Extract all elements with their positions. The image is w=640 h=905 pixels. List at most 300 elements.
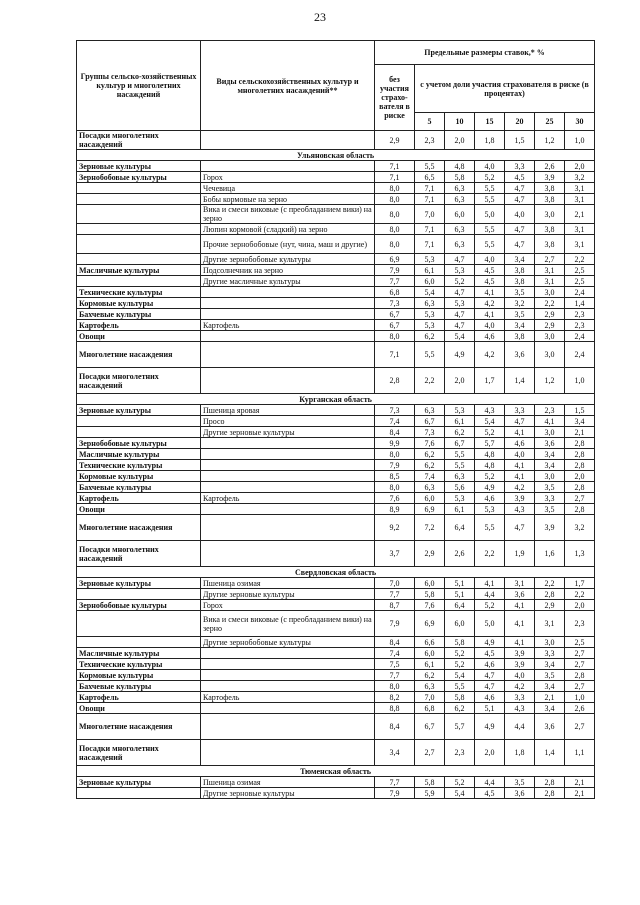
crop-kind-cell — [201, 541, 375, 567]
rate-cell: 5,2 — [475, 471, 505, 482]
rate-cell: 5,1 — [445, 578, 475, 589]
rate-no-participation-cell: 8,0 — [375, 235, 415, 254]
rate-cell: 5,6 — [445, 482, 475, 493]
crop-group-cell: Зернобобовые культуры — [77, 172, 201, 183]
rate-cell: 4,6 — [475, 331, 505, 342]
header-percent: 10 — [445, 113, 475, 131]
rate-cell: 4,4 — [505, 714, 535, 740]
rate-cell: 1,6 — [535, 541, 565, 567]
rate-cell: 2,2 — [565, 254, 595, 265]
rate-no-participation-cell: 7,3 — [375, 298, 415, 309]
crop-kind-cell: Бобы кормовые на зерно — [201, 194, 375, 205]
region-title: Тюменская область — [77, 766, 595, 777]
rate-cell: 5,3 — [445, 493, 475, 504]
rate-cell: 4,7 — [445, 320, 475, 331]
rate-cell: 1,0 — [565, 131, 595, 150]
crop-kind-cell: Другие зернобобовые культуры — [201, 254, 375, 265]
rate-no-participation-cell: 6,8 — [375, 287, 415, 298]
crop-group-cell: Бахчевые культуры — [77, 681, 201, 692]
rate-cell: 4,1 — [505, 611, 535, 637]
rate-cell: 5,5 — [445, 681, 475, 692]
region-title: Ульяновская область — [77, 150, 595, 161]
rate-cell: 7,3 — [415, 427, 445, 438]
rate-cell: 4,9 — [475, 637, 505, 648]
crop-kind-cell: Чечевица — [201, 183, 375, 194]
table-row — [77, 589, 595, 600]
crop-kind-cell: Картофель — [201, 493, 375, 504]
rate-cell: 2,1 — [565, 427, 595, 438]
rate-cell: 7,1 — [415, 224, 445, 235]
rate-cell: 3,4 — [565, 416, 595, 427]
rate-cell: 3,0 — [535, 331, 565, 342]
rate-cell: 2,7 — [565, 714, 595, 740]
rate-cell: 4,5 — [475, 265, 505, 276]
rate-cell: 5,3 — [415, 254, 445, 265]
rate-cell: 3,1 — [535, 611, 565, 637]
crop-group-cell — [77, 416, 201, 427]
table-row — [77, 342, 595, 368]
rate-cell: 3,5 — [505, 777, 535, 788]
crop-group-cell: Кормовые культуры — [77, 298, 201, 309]
rate-cell: 2,8 — [565, 482, 595, 493]
rate-cell: 2,9 — [535, 600, 565, 611]
rate-cell: 5,3 — [475, 504, 505, 515]
crop-kind-cell — [201, 648, 375, 659]
rate-cell: 5,2 — [445, 659, 475, 670]
crop-kind-cell — [201, 504, 375, 515]
table-row — [77, 265, 595, 276]
rate-cell: 2,3 — [565, 611, 595, 637]
rate-cell: 5,2 — [445, 276, 475, 287]
rate-cell: 2,6 — [445, 541, 475, 567]
rate-cell: 2,4 — [565, 331, 595, 342]
rate-cell: 1,7 — [475, 368, 505, 394]
rate-no-participation-cell: 7,7 — [375, 276, 415, 287]
rate-cell: 3,8 — [505, 265, 535, 276]
crop-kind-cell — [201, 298, 375, 309]
table-row — [77, 276, 595, 287]
crop-group-cell: Многолетние насаждения — [77, 342, 201, 368]
rate-cell: 3,5 — [505, 287, 535, 298]
rate-cell: 3,8 — [535, 224, 565, 235]
rate-cell: 3,3 — [505, 692, 535, 703]
rate-cell: 6,3 — [445, 224, 475, 235]
rate-cell: 6,7 — [445, 438, 475, 449]
rate-no-participation-cell: 6,7 — [375, 320, 415, 331]
rate-no-participation-cell: 8,0 — [375, 449, 415, 460]
rate-cell: 4,7 — [445, 309, 475, 320]
crop-group-cell — [77, 235, 201, 254]
table-row — [77, 600, 595, 611]
crop-group-cell — [77, 589, 201, 600]
rate-cell: 2,7 — [565, 681, 595, 692]
rate-cell: 5,3 — [415, 309, 445, 320]
rate-no-participation-cell: 7,0 — [375, 578, 415, 589]
rate-cell: 2,2 — [475, 541, 505, 567]
rate-cell: 4,7 — [505, 235, 535, 254]
table-row — [77, 194, 595, 205]
rate-cell: 4,1 — [505, 471, 535, 482]
crop-group-cell: Зерновые культуры — [77, 161, 201, 172]
crop-kind-cell — [201, 482, 375, 493]
crop-group-cell: Посадки многолетних насаждений — [77, 131, 201, 150]
table-row — [77, 449, 595, 460]
table-row — [77, 172, 595, 183]
crop-kind-cell — [201, 681, 375, 692]
rate-cell: 4,0 — [475, 254, 505, 265]
table-row — [77, 788, 595, 799]
crop-group-cell: Картофель — [77, 320, 201, 331]
rate-no-participation-cell: 7,5 — [375, 659, 415, 670]
rate-no-participation-cell: 7,4 — [375, 416, 415, 427]
table-row — [77, 692, 595, 703]
rate-cell: 3,1 — [535, 276, 565, 287]
rate-cell: 5,1 — [475, 703, 505, 714]
header-percent: 5 — [415, 113, 445, 131]
rate-cell: 5,4 — [445, 788, 475, 799]
rate-cell: 2,0 — [445, 131, 475, 150]
rate-cell: 3,6 — [535, 438, 565, 449]
rate-cell: 4,8 — [445, 161, 475, 172]
rate-cell: 1,7 — [565, 578, 595, 589]
rate-cell: 6,0 — [445, 611, 475, 637]
crop-group-cell: Картофель — [77, 493, 201, 504]
header-percent: 30 — [565, 113, 595, 131]
table-row — [77, 254, 595, 265]
rate-cell: 2,2 — [535, 578, 565, 589]
crop-kind-cell: Вика и смеси виковые (с преобладанием вики) на зерно — [201, 205, 375, 224]
rate-cell: 3,4 — [535, 449, 565, 460]
rate-cell: 6,0 — [415, 578, 445, 589]
table-row — [77, 611, 595, 637]
rate-cell: 3,3 — [535, 493, 565, 504]
rate-cell: 6,7 — [415, 714, 445, 740]
rate-cell: 1,0 — [565, 368, 595, 394]
table-row — [77, 578, 595, 589]
rate-no-participation-cell: 7,4 — [375, 648, 415, 659]
rate-cell: 3,4 — [535, 681, 565, 692]
region-title: Курганская область — [77, 394, 595, 405]
table-row — [77, 298, 595, 309]
rate-cell: 4,4 — [475, 777, 505, 788]
rate-no-participation-cell: 7,9 — [375, 265, 415, 276]
rate-cell: 5,5 — [475, 224, 505, 235]
rate-cell: 1,5 — [505, 131, 535, 150]
table-row — [77, 405, 595, 416]
rate-cell: 2,0 — [565, 161, 595, 172]
rate-cell: 4,2 — [505, 482, 535, 493]
region-row — [77, 766, 595, 777]
crop-group-cell: Зерновые культуры — [77, 777, 201, 788]
crop-kind-cell — [201, 703, 375, 714]
table-row — [77, 320, 595, 331]
rate-cell: 2,0 — [565, 471, 595, 482]
crop-kind-cell — [201, 331, 375, 342]
rate-cell: 5,7 — [475, 438, 505, 449]
header-group: Группы сельско-хозяйственных культур и многолетних насаждений — [77, 41, 201, 131]
crop-group-cell: Технические культуры — [77, 659, 201, 670]
crop-group-cell — [77, 224, 201, 235]
rate-cell: 3,8 — [535, 183, 565, 194]
rate-cell: 5,2 — [475, 600, 505, 611]
table-row — [77, 309, 595, 320]
rate-cell: 3,8 — [535, 235, 565, 254]
rate-cell: 3,0 — [535, 205, 565, 224]
rate-cell: 1,2 — [535, 131, 565, 150]
rate-cell: 4,3 — [505, 703, 535, 714]
crop-group-cell — [77, 611, 201, 637]
table-row — [77, 368, 595, 394]
insurance-rates-table — [76, 40, 595, 799]
rate-no-participation-cell: 3,4 — [375, 740, 415, 766]
rate-cell: 5,8 — [415, 777, 445, 788]
rate-cell: 3,9 — [535, 515, 565, 541]
rate-cell: 2,8 — [565, 449, 595, 460]
region-row — [77, 394, 595, 405]
rate-no-participation-cell: 8,0 — [375, 224, 415, 235]
rate-cell: 3,1 — [505, 578, 535, 589]
rate-cell: 2,7 — [565, 648, 595, 659]
rate-no-participation-cell: 8,4 — [375, 427, 415, 438]
rate-cell: 3,5 — [535, 482, 565, 493]
region-row — [77, 150, 595, 161]
rate-no-participation-cell: 8,2 — [375, 692, 415, 703]
rate-cell: 2,3 — [565, 320, 595, 331]
rate-cell: 5,5 — [475, 194, 505, 205]
rate-cell: 3,6 — [505, 788, 535, 799]
rate-cell: 2,5 — [565, 637, 595, 648]
rate-cell: 3,6 — [535, 714, 565, 740]
rate-no-participation-cell: 8,0 — [375, 681, 415, 692]
table-row — [77, 331, 595, 342]
header-with-participation: с учетом доли участия страхователя в риске (в процентах) — [415, 65, 595, 113]
rate-no-participation-cell: 8,5 — [375, 471, 415, 482]
table-row — [77, 416, 595, 427]
rate-cell: 3,0 — [535, 287, 565, 298]
table-row — [77, 541, 595, 567]
table-row — [77, 205, 595, 224]
rate-cell: 2,9 — [535, 309, 565, 320]
rate-no-participation-cell: 8,0 — [375, 482, 415, 493]
crop-group-cell: Многолетние насаждения — [77, 515, 201, 541]
rate-cell: 2,8 — [565, 504, 595, 515]
rate-cell: 1,5 — [565, 405, 595, 416]
rate-cell: 3,0 — [535, 342, 565, 368]
rate-cell: 3,8 — [535, 194, 565, 205]
crop-kind-cell — [201, 438, 375, 449]
rate-cell: 4,7 — [505, 224, 535, 235]
rate-cell: 3,2 — [565, 172, 595, 183]
table-row — [77, 777, 595, 788]
rate-cell: 4,5 — [475, 276, 505, 287]
rate-cell: 2,7 — [565, 659, 595, 670]
rate-cell: 5,4 — [475, 416, 505, 427]
crop-group-cell: Зернобобовые культуры — [77, 438, 201, 449]
rate-no-participation-cell: 9,9 — [375, 438, 415, 449]
crop-kind-cell: Другие зерновые культуры — [201, 589, 375, 600]
rate-cell: 4,9 — [475, 482, 505, 493]
crop-group-cell: Бахчевые культуры — [77, 482, 201, 493]
rate-cell: 5,9 — [415, 788, 445, 799]
rate-cell: 6,6 — [415, 637, 445, 648]
rate-no-participation-cell: 8,4 — [375, 714, 415, 740]
page-number: 23 — [314, 10, 326, 24]
rate-cell: 6,1 — [445, 416, 475, 427]
rate-no-participation-cell: 7,9 — [375, 460, 415, 471]
crop-group-cell — [77, 205, 201, 224]
rate-cell: 5,3 — [445, 405, 475, 416]
rate-cell: 2,8 — [565, 670, 595, 681]
rate-no-participation-cell: 3,7 — [375, 541, 415, 567]
crop-group-cell — [77, 427, 201, 438]
rate-cell: 4,7 — [475, 670, 505, 681]
rate-cell: 4,8 — [475, 449, 505, 460]
rate-cell: 5,0 — [475, 205, 505, 224]
table-row — [77, 670, 595, 681]
crop-kind-cell — [201, 131, 375, 150]
table-row — [77, 714, 595, 740]
crop-group-cell — [77, 194, 201, 205]
rate-no-participation-cell: 7,7 — [375, 589, 415, 600]
rate-cell: 6,1 — [415, 265, 445, 276]
rate-cell: 6,4 — [445, 600, 475, 611]
rate-cell: 4,7 — [505, 194, 535, 205]
crop-kind-cell — [201, 161, 375, 172]
table-row — [77, 161, 595, 172]
rate-cell: 4,7 — [445, 254, 475, 265]
rate-cell: 5,4 — [445, 331, 475, 342]
rate-cell: 4,1 — [505, 427, 535, 438]
rate-cell: 6,2 — [415, 670, 445, 681]
rate-cell: 3,1 — [565, 224, 595, 235]
rate-cell: 3,1 — [565, 183, 595, 194]
rate-no-participation-cell: 7,9 — [375, 788, 415, 799]
rate-cell: 2,2 — [565, 589, 595, 600]
rate-no-participation-cell: 8,9 — [375, 504, 415, 515]
rate-cell: 2,3 — [415, 131, 445, 150]
crop-group-cell — [77, 788, 201, 799]
crop-kind-cell: Картофель — [201, 320, 375, 331]
rate-cell: 5,2 — [475, 172, 505, 183]
rate-cell: 4,6 — [475, 692, 505, 703]
crop-kind-cell: Горох — [201, 600, 375, 611]
rate-cell: 3,4 — [535, 460, 565, 471]
rate-cell: 4,7 — [445, 287, 475, 298]
rate-cell: 2,3 — [445, 740, 475, 766]
crop-kind-cell — [201, 670, 375, 681]
rate-cell: 5,0 — [475, 611, 505, 637]
rate-cell: 2,5 — [565, 276, 595, 287]
rate-cell: 4,6 — [475, 493, 505, 504]
rate-cell: 5,3 — [415, 320, 445, 331]
rate-cell: 5,3 — [445, 265, 475, 276]
rate-cell: 3,8 — [505, 276, 535, 287]
header-limits: Предельные размеры ставок,* % — [375, 41, 595, 65]
rate-cell: 7,6 — [415, 600, 445, 611]
rate-cell: 3,4 — [505, 254, 535, 265]
table-row — [77, 235, 595, 254]
rate-cell: 6,0 — [415, 493, 445, 504]
rate-cell: 4,7 — [505, 416, 535, 427]
rate-no-participation-cell: 9,2 — [375, 515, 415, 541]
rate-cell: 4,2 — [475, 342, 505, 368]
rate-no-participation-cell: 2,9 — [375, 131, 415, 150]
rate-cell: 5,2 — [445, 648, 475, 659]
crop-group-cell: Посадки многолетних насаждений — [77, 368, 201, 394]
crop-group-cell: Технические культуры — [77, 287, 201, 298]
crop-kind-cell — [201, 368, 375, 394]
rate-cell: 4,7 — [475, 681, 505, 692]
table-row — [77, 504, 595, 515]
rate-cell: 1,0 — [565, 692, 595, 703]
rate-cell: 3,0 — [535, 637, 565, 648]
table-row — [77, 427, 595, 438]
rate-cell: 2,8 — [565, 460, 595, 471]
crop-group-cell: Овощи — [77, 703, 201, 714]
rate-cell: 7,6 — [415, 438, 445, 449]
rate-cell: 6,3 — [445, 471, 475, 482]
table-row — [77, 183, 595, 194]
rate-cell: 3,1 — [535, 265, 565, 276]
rate-cell: 3,0 — [535, 471, 565, 482]
rate-cell: 6,3 — [445, 183, 475, 194]
rate-cell: 6,3 — [415, 681, 445, 692]
rate-cell: 4,7 — [505, 183, 535, 194]
rate-cell: 6,1 — [415, 659, 445, 670]
crop-group-cell: Кормовые культуры — [77, 670, 201, 681]
rate-cell: 2,1 — [535, 692, 565, 703]
table-row — [77, 659, 595, 670]
crop-group-cell — [77, 276, 201, 287]
rate-cell: 6,3 — [445, 235, 475, 254]
rate-no-participation-cell: 7,1 — [375, 172, 415, 183]
rate-cell: 4,1 — [475, 287, 505, 298]
rate-cell: 6,3 — [445, 194, 475, 205]
rate-cell: 3,6 — [505, 342, 535, 368]
rate-cell: 2,9 — [535, 320, 565, 331]
header-percent: 20 — [505, 113, 535, 131]
crop-kind-cell: Другие масличные культуры — [201, 276, 375, 287]
rate-cell: 3,4 — [505, 320, 535, 331]
crop-group-cell: Многолетние насаждения — [77, 714, 201, 740]
crop-kind-cell: Прочие зернобобовые (нут, чина, маш и другие) — [201, 235, 375, 254]
rate-cell: 4,1 — [505, 600, 535, 611]
rate-cell: 4,1 — [535, 416, 565, 427]
rate-cell: 1,9 — [505, 541, 535, 567]
table-row — [77, 637, 595, 648]
rate-cell: 4,5 — [505, 172, 535, 183]
crop-kind-cell: Картофель — [201, 692, 375, 703]
rate-cell: 6,4 — [445, 515, 475, 541]
rate-cell: 4,2 — [505, 681, 535, 692]
rate-cell: 3,5 — [535, 504, 565, 515]
rate-cell: 4,0 — [505, 670, 535, 681]
crop-group-cell: Масличные культуры — [77, 449, 201, 460]
rate-cell: 3,3 — [505, 405, 535, 416]
table-row — [77, 515, 595, 541]
rate-cell: 3,5 — [505, 309, 535, 320]
rate-cell: 3,4 — [535, 659, 565, 670]
rate-cell: 2,6 — [565, 703, 595, 714]
rate-cell: 1,2 — [535, 368, 565, 394]
rate-cell: 2,3 — [565, 309, 595, 320]
crop-group-cell: Зернобобовые культуры — [77, 600, 201, 611]
table-row — [77, 493, 595, 504]
rate-cell: 6,3 — [415, 405, 445, 416]
rate-cell: 6,2 — [415, 331, 445, 342]
crop-kind-cell: Пшеница яровая — [201, 405, 375, 416]
rate-cell: 5,3 — [445, 298, 475, 309]
